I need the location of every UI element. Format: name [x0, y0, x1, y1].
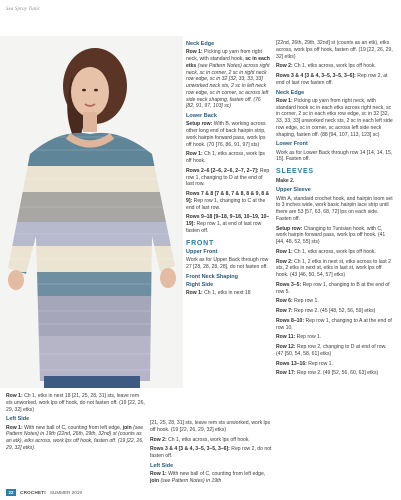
front-neck-row2: Row 2: Ch 1, etks across, work lps off hook. [150, 436, 250, 443]
magazine-name: CROCHET! [20, 490, 46, 495]
front-neck-rows3-4: Rows 3 & 4 [3 & 4, 3–5, 3–5, 3–6]: Rep row 2, do not fasten off. [150, 446, 272, 459]
heading-front-neck-edge: Neck Edge [276, 89, 305, 96]
sleeve-row12: Row 12: Rep row 2, changing to D at end of row. (47 [50, 54, 58, 61] etks) [276, 344, 387, 357]
lower-back-row1: Row 1: Ch 1, etks across, work lps off hook. [186, 151, 265, 164]
page-footer [6, 489, 82, 496]
sleeve-setup: Setup row: Changing to Tunisian hook, with C, work hairpin forward pass, work lps off hook. (41 [44, 48, 52, 55] sts) [276, 225, 386, 245]
heading-upper-sleeve: Upper Sleeve [276, 187, 311, 194]
sleeve-row11: Row 11: Rep row 1. [276, 334, 322, 341]
heading-upper-front: Upper Front [186, 249, 218, 255]
issue-label: SUMMER 2019 [49, 490, 82, 495]
sleeve-row1: Row 1: Ch 1, etks across, work lps off hook. [276, 248, 376, 255]
make-two: Make 2. [276, 177, 295, 184]
sleeve-rows13-16: Rows 13–16: Rep row 1. [276, 360, 333, 367]
front-neck-row1-continued: [21, 25, 28, 31] sts, leave rem sts unworked, work lps off hook. (19 [22, 26, 29, 32] etks) [150, 420, 271, 433]
heading-front-left-side: Left Side [150, 462, 174, 469]
heading-lower-back: Lower Back [186, 113, 217, 119]
front-neck-edge-row1: Row 1: Picking up yarn from right neck, with standard hook sc in each etks across right neck, sc in corner, 2 sc in each etks row edge, sc in 32 [32, 33, 33, 33] unworked neck sts, 2 sc in each left side row edge, sc in corner, sc across left side neck shaping, fasten off. (88 [94, 107, 113, 123] sc) [276, 97, 393, 138]
lower-back-rows9-18: Rows 9–18 [9–18, 9–18, 10–19, 10–19]: Rep row 1, at end of last row fasten off. [186, 214, 270, 234]
pattern-column-right [276, 40, 393, 379]
sleeve-rows3-5: Rows 3–5: Rep row 1, changing to B at the end of row 5. [276, 281, 390, 295]
lower-back-rows2-6: Rows 2–6 [2–6, 2–6, 2–7, 2–7]: Rep row 1, changing to D at the end of last row. [186, 167, 270, 188]
heading-front: FRONT [186, 239, 215, 247]
upper-sleeve-text: With A, standard crochet hook, and hairpin loom set to 3 inches wide, work basic hairpin lace strip until there are 53 [57, 63, 68, 72] lps on each side. Fasten off. [276, 195, 393, 222]
lower-back-rows7-8: Rows 7 & 8 [7 & 8, 7 & 8, 8 & 9, 8 & 9]: Rep row 1, changing to C at the end of last row. [186, 191, 270, 211]
heading-neck-edge: Neck Edge [186, 41, 215, 47]
front-row2: Row 2: Ch 1, etks across, work lps off hook. [276, 63, 376, 70]
lower-back-setup: Setup row: With B, working across other long end of back hairpin strip, work hairpin forward pass, work lps off hook. (70 [76, 86, 91, 97] sts) [186, 121, 266, 148]
sleeve-row2: Row 2: Ch 1, 2 etks in next st, etks across to last 2 sts, 2 etks in next st, etks in last st, work lps off hook. (43 [46, 50, 54, 57] etks) [276, 258, 391, 278]
upper-front-text: Work as for Upper Back through row 27 [28, 28, 28, 28], do not fasten off. [186, 257, 269, 270]
sleeve-rows8-10: Rows 8–10: Rep row 1, changing to A at the end of row 10. [276, 317, 392, 331]
front-left-side-row1: Row 1: With new ball of C, counting from left edge, join (see Pattern Notes) in 19th [150, 471, 266, 484]
heading-sleeves: SLEEVES [276, 168, 314, 175]
pattern-column-middle [186, 40, 270, 299]
heading-lower-front: Lower Front [276, 141, 308, 148]
heading-right-side: Right Side [186, 282, 214, 288]
page-number: 22 [6, 489, 16, 496]
front-rows3-4: Rows 3 & 4 [3 & 4, 3–5, 3–5, 3–6]: Rep row 2, at end of last row fasten off. [276, 73, 388, 86]
pattern-column-bottom-middle [150, 420, 273, 486]
tunic-photo-illustration [0, 36, 183, 388]
sleeve-row6: Row 6: Rep row 1. [276, 298, 319, 305]
sleeve-row17: Row 17: Rep row 2. (49 [52, 56, 60, 63] etks) [276, 370, 379, 377]
tunic-photo [0, 36, 183, 388]
heading-left-side: Left Side [6, 416, 30, 423]
heading-front-neck-shaping: Front Neck Shaping [186, 273, 238, 280]
sleeve-row7: Row 7: Rep row 2. (45 [48, 52, 56, 59] etks) [276, 308, 376, 314]
left-side-row1-continued: [22nd, 26th, 29th, 32nd] st (counts as an etk), etks across, work lps off hook, fasten off. (19 [22, 26, 29, 32] etks) [276, 40, 393, 60]
back-left-side-row1: Row 1: With new ball of C, counting from left edge, join (see Pattern Notes) in 19th (22nd, 26th, 29th, 32nd) st (counts as an etk), etks across, work lps off hook, fasten off. (19 [22, 26, 29, 32] etks) [6, 424, 144, 451]
pattern-column-bottom-left [6, 393, 145, 453]
running-head: Sea Spray Tunic [6, 7, 41, 12]
lower-front-text: Work as for Lower Back through row 14 [14, 14, 15, 15]. Fasten off. [276, 149, 393, 163]
back-neck-row1: Row 1: Ch 1, etks in next 18 [21, 25, 28, 31] sts, leave rem sts unworked, work lps off hook, do not fasten off. (19 [22, 26, 29, 32] etks) [6, 393, 145, 413]
neck-edge-row1: Row 1: Picking up yarn from right neck, with standard hook, sc in each etks (see Pattern Notes) across right neck, sc in corner, 2 sc in right neck row edge, sc in 32 [32, 33, 33, 33] unworked neck sts, 2 sc in left neck row edge, sc in corner, sc across left side neck shaping, fasten off. (76 [82, 91, 97, 103] sc) [186, 49, 270, 110]
front-neck-row1: Row 1: Ch 1, etks in next 18 [186, 290, 251, 297]
